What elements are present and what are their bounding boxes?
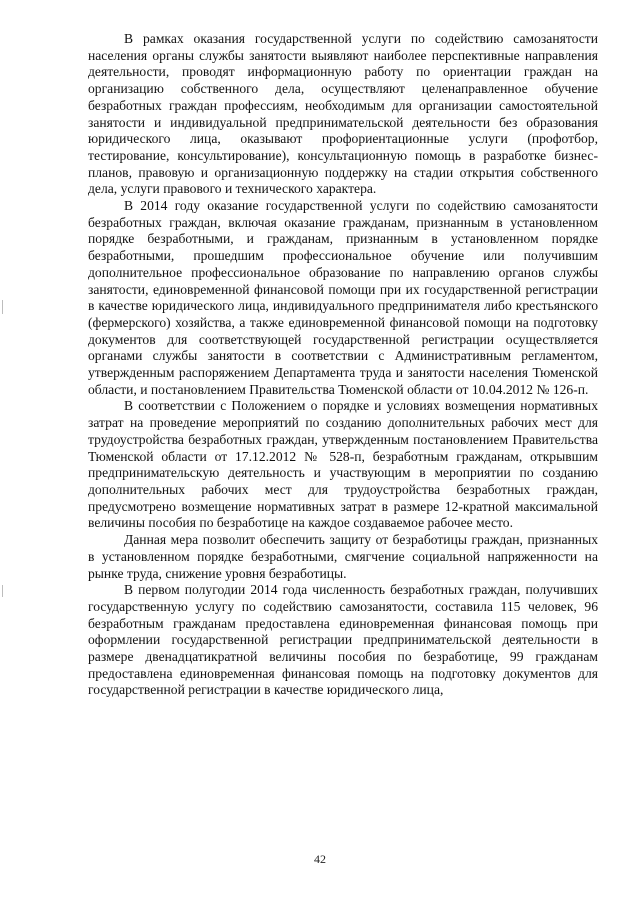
paragraph-2014-service-provision: В 2014 году оказание государственной услуги по содействию самозанятости безработных граждан, включая оказание гражданам, признанным в установленном порядке безработными, и гражданам, признанным в установленном порядке безработными, прошедшим профессиональное обучение или получившим дополнительное профессиональное образование по направлению органов службы занятости, единовременной финансовой помощи при их государственной регистрации в качестве юридического лица, индивидуального предпринимателя либо крестьянского (фермерского) хозяйства, а также единовременной финансовой помощи на подготовку документов для соответствующей государственной регистрации осуществляется органами службы занятости в соответствии с Административным регламентом, утвержденным распоряжением Департамента труда и занятости населения Тюменской области, и постановлением Правительства Тюменской области от 10.04.2012 № 126-п. [88,198,598,397]
page-number: 42 [314,852,326,866]
paragraph-self-employment-services: В рамках оказания государственной услуги по содействию самозанятости населения органы службы занятости выявляют наиболее перспективные направления деятельности, проводят информационную работу по ориентации граждан на организацию собственного дела, осуществляют целенаправленное обучение безработных граждан профессиям, необходимым для организации самостоятельной занятости и индивидуальной предпринимательской деятельности без образования юридического лица, оказывают профориентационные услуги (профотбор, тестирование, консультирование), консультационную помощь в разработке бизнес-планов, правовую и организационную поддержку на стадии открытия собственного дела, услуги правового и технического характера. [88,31,598,197]
paragraph-measure-effect: Данная мера позволит обеспечить защиту от безработицы граждан, признанных в установленном порядке безработными, смягчение социальной напряженности на рынке труда, снижение уровня безработицы. [88,532,598,581]
paragraph-reimbursement-regulation: В соответствии с Положением о порядке и условиях возмещения нормативных затрат на проведение мероприятий по созданию дополнительных рабочих мест для трудоустройства безработных граждан, утвержденным постановлением Правительства Тюменской области от 17.12.2012 № 528-п, безработным гражданам, открывшим предпринимательскую деятельность и участвующим в мероприятии по созданию дополнительных рабочих мест для трудоустройства безработных граждан, предусмотрено возмещение нормативных затрат в размере 12-кратной максимальной величины пособия по безработице на каждое создаваемое рабочее место. [88,398,598,531]
scan-edge-mark [2,585,3,597]
scan-edge-mark [2,300,3,314]
paragraph-first-half-2014-results: В первом полугодии 2014 года численность безработных граждан, получивших государственную услугу по содействию самозанятости, составила 115 человек, 96 безработным гражданам предоставлена единовременная финансовая помощь при оформлении государственной регистрации предпринимательской деятельности в размере двенадцатикратной величины пособия по безработице, 99 гражданам предоставлена единовременная финансовая помощь на подготовку документов для государственной регистрации в качестве юридического лица, [88,582,598,698]
document-body [88,31,598,699]
